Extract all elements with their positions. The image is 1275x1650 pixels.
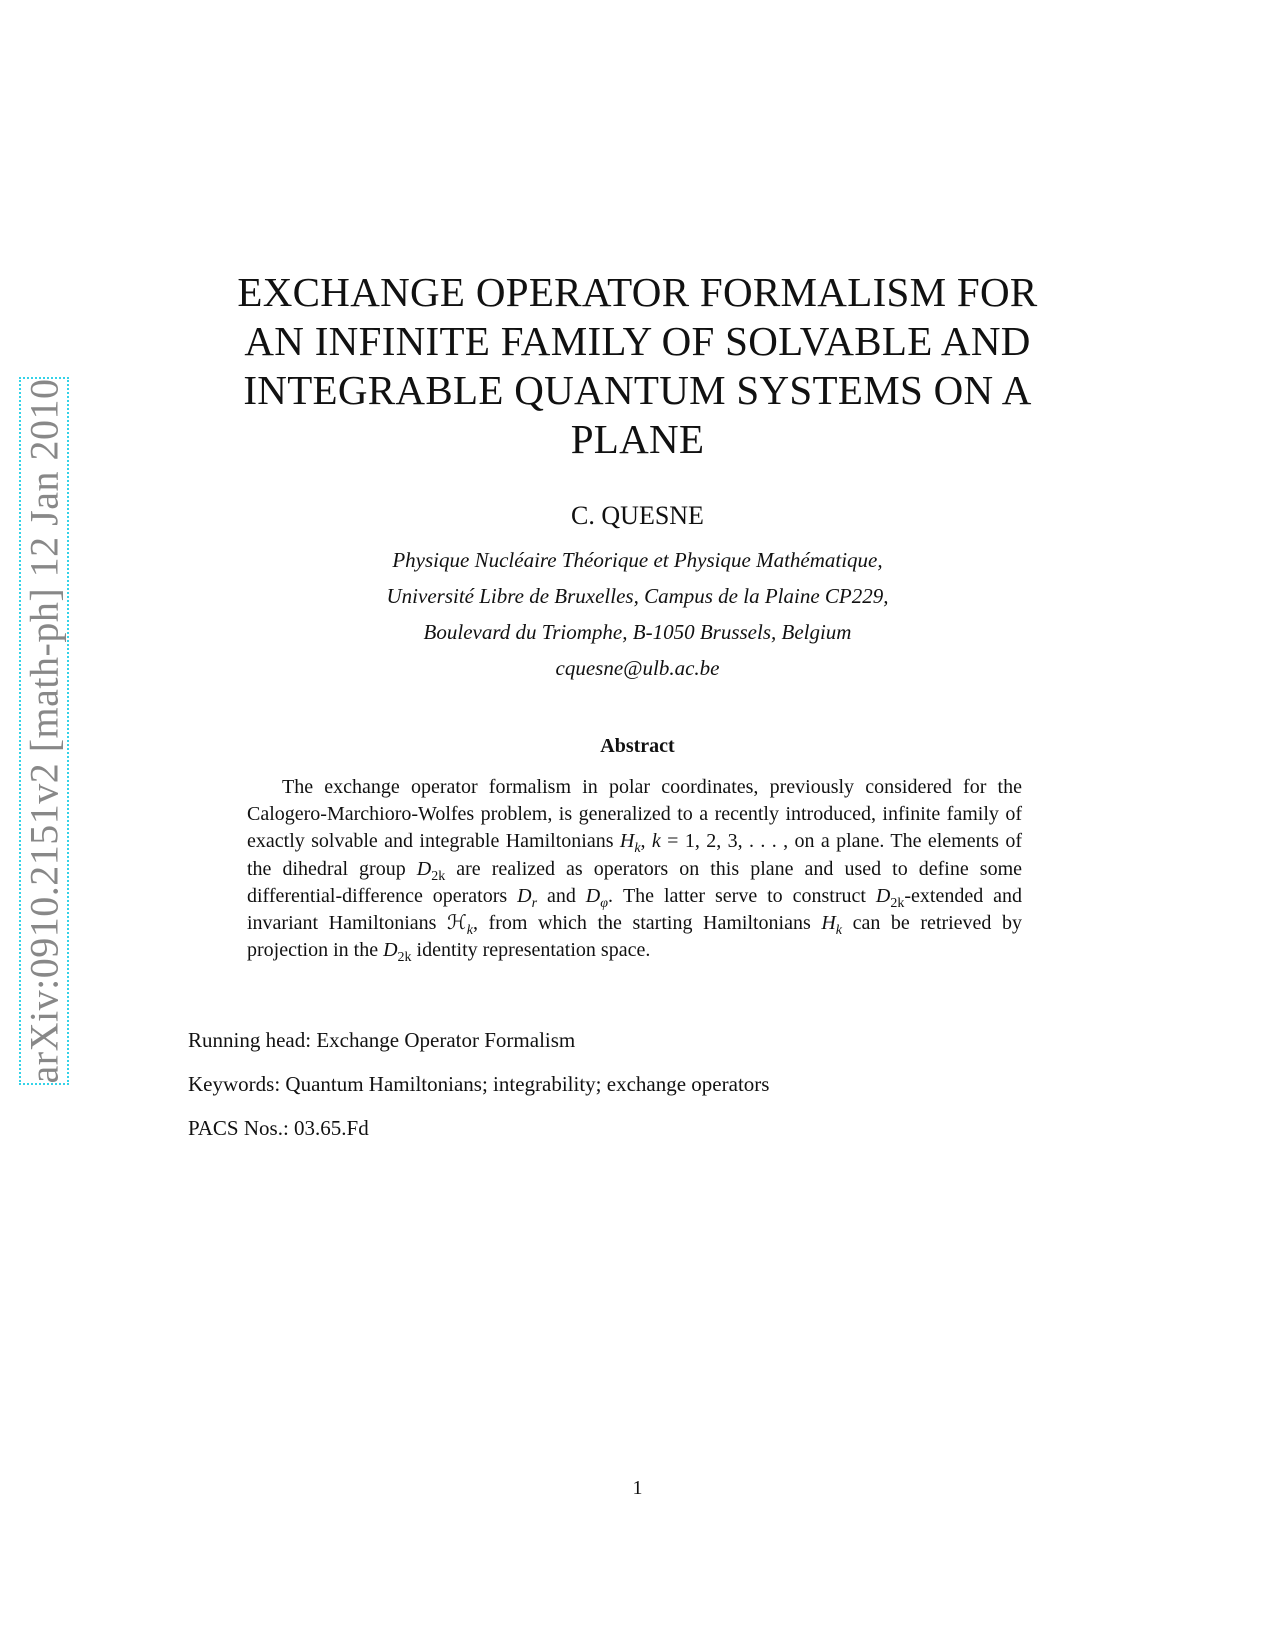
- abstract-heading: Abstract: [600, 735, 675, 757]
- keywords: Keywords: Quantum Hamiltonians; integrability; exchange operators: [188, 1072, 770, 1096]
- affiliation-line: Physique Nucléaire Théorique et Physique Mathématique,: [392, 548, 883, 572]
- running-head: Running head: Exchange Operator Formalism: [188, 1028, 576, 1052]
- pacs-numbers: PACS Nos.: 03.65.Fd: [188, 1116, 369, 1140]
- abstract-body: The exchange operator formalism in polar coordinates, previously considered for the Calogero-Marchioro-Wolfes problem, is generalized to a recently introduced, infinite family of exactly solvable and integrable Hamiltonians $H_k$, k = 1, 2, 3, . . . , on a plane. The elements of the dihedral group $D_{2k}$ are realized as operators on this plane and used to define some differential-difference operators $D_r$ and $D_\varphi$. The latter serve to construct $D_{2k}$-extended and invariant Hamiltonians ℋ$_k$, from which the starting Hamiltonians $H_k$ can be retrieved by projection in the $D_{2k}$ identity representation space.: [247, 776, 1023, 966]
- title-line: PLANE: [570, 416, 705, 462]
- arxiv-stamp-text: arXiv:0910.2151v2 [math-ph] 12 Jan 2010: [21, 378, 67, 1084]
- arxiv-stamp: [19, 377, 69, 1085]
- paper-title: [160, 268, 1115, 464]
- affiliation-line: Boulevard du Triomphe, B-1050 Brussels, Belgium: [423, 620, 852, 644]
- title-line: AN INFINITE FAMILY OF SOLVABLE AND: [244, 318, 1031, 364]
- affiliation-line: Université Libre de Bruxelles, Campus de la Plaine CP229,: [386, 584, 889, 608]
- page-number: 1: [632, 1477, 643, 1499]
- title-line: EXCHANGE OPERATOR FORMALISM FOR: [237, 269, 1038, 315]
- title-line: INTEGRABLE QUANTUM SYSTEMS ON A: [243, 367, 1032, 413]
- affiliation: [0, 542, 1275, 686]
- author-name: C. QUESNE: [571, 501, 704, 530]
- author-email: cquesne@ulb.ac.be: [555, 656, 720, 680]
